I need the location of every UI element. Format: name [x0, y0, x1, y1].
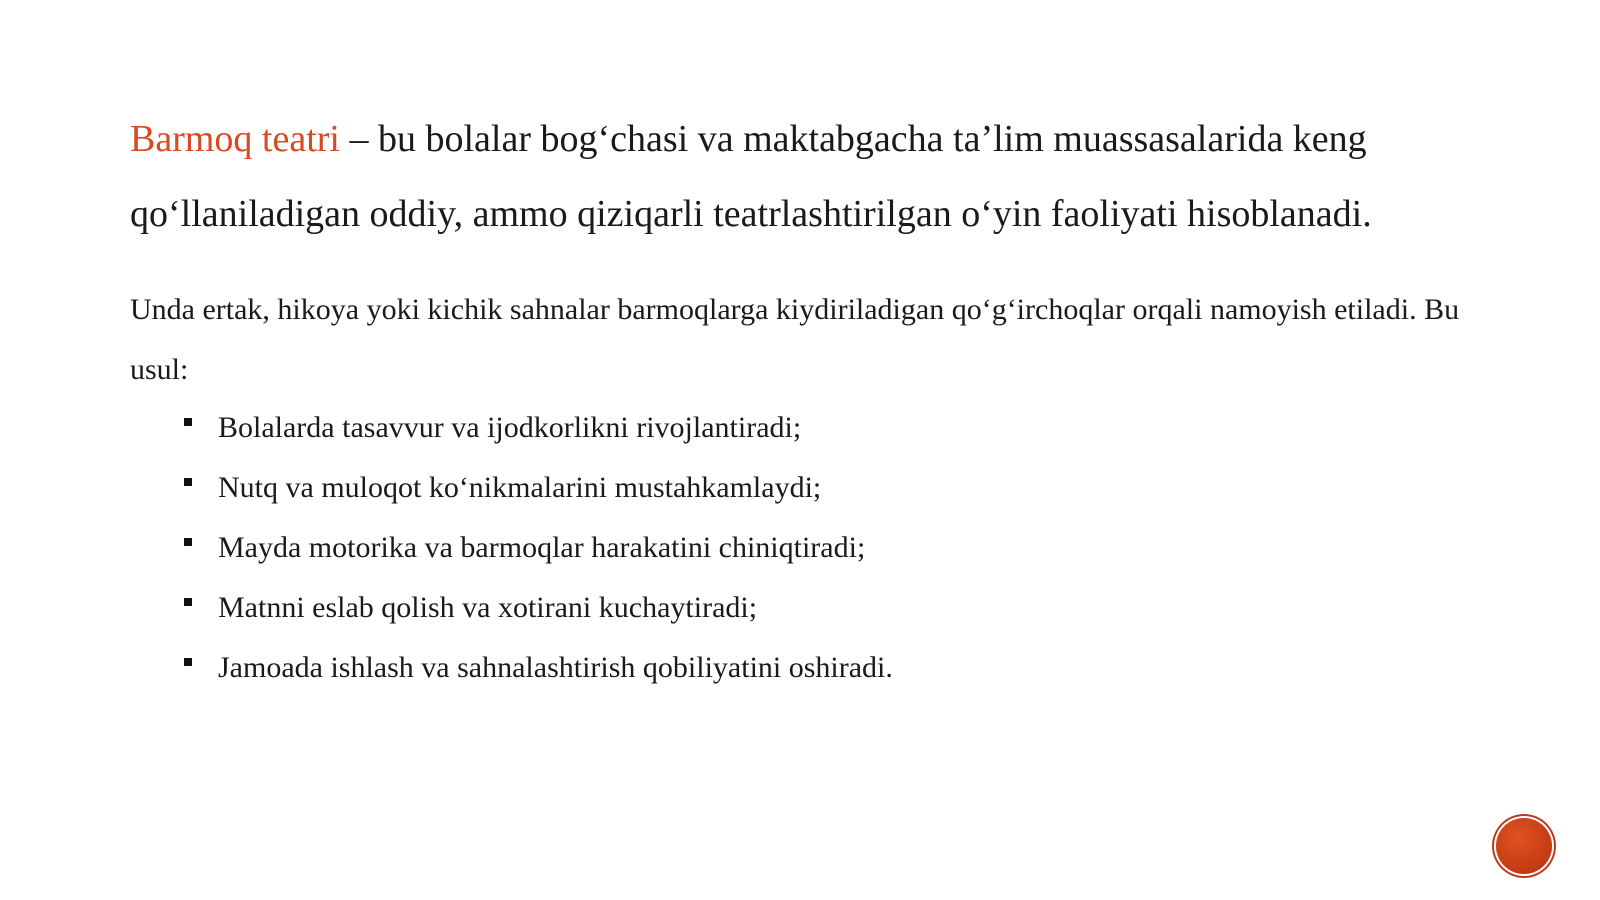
list-item-text: Jamoada ishlash va sahnalashtirish qobiliyatini oshiradi.: [218, 651, 893, 684]
slide-badge-circle-icon: [1496, 818, 1552, 874]
list-item: [180, 458, 893, 518]
bullet-square-icon: [184, 418, 192, 426]
list-item-text: Mayda motorika va barmoqlar harakatini chiniqtiradi;: [218, 531, 866, 564]
bullet-square-icon: [184, 598, 192, 606]
bullet-square-icon: [184, 538, 192, 546]
list-item: [180, 578, 893, 638]
list-item: [180, 518, 893, 578]
bullet-list: [180, 398, 893, 698]
title-highlight: Barmoq teatri: [130, 118, 340, 160]
list-item: [180, 638, 893, 698]
list-item-text: Nutq va muloqot ko‘nikmalarini mustahkamlaydi;: [218, 471, 822, 504]
list-item: [180, 398, 893, 458]
slide-title: [130, 102, 1530, 252]
body-paragraph: Unda ertak, hikoya yoki kichik sahnalar barmoqlarga kiydiriladigan qo‘g‘irchoqlar orqali namoyish etiladi. Bu usul:: [130, 293, 1460, 386]
list-item-text: Bolalarda tasavvur va ijodkorlikni rivojlantiradi;: [218, 411, 802, 444]
bullet-square-icon: [184, 658, 192, 666]
bullet-square-icon: [184, 478, 192, 486]
list-item-text: Matnni eslab qolish va xotirani kuchaytiradi;: [218, 591, 758, 624]
title-text: – bu bolalar bog‘chasi va maktabgacha ta’lim muassasalarida keng qo‘llaniladigan oddiy, ammo qiziqarli teatrlashtirilgan o‘yin faoliyati hisoblanadi.: [130, 118, 1372, 235]
